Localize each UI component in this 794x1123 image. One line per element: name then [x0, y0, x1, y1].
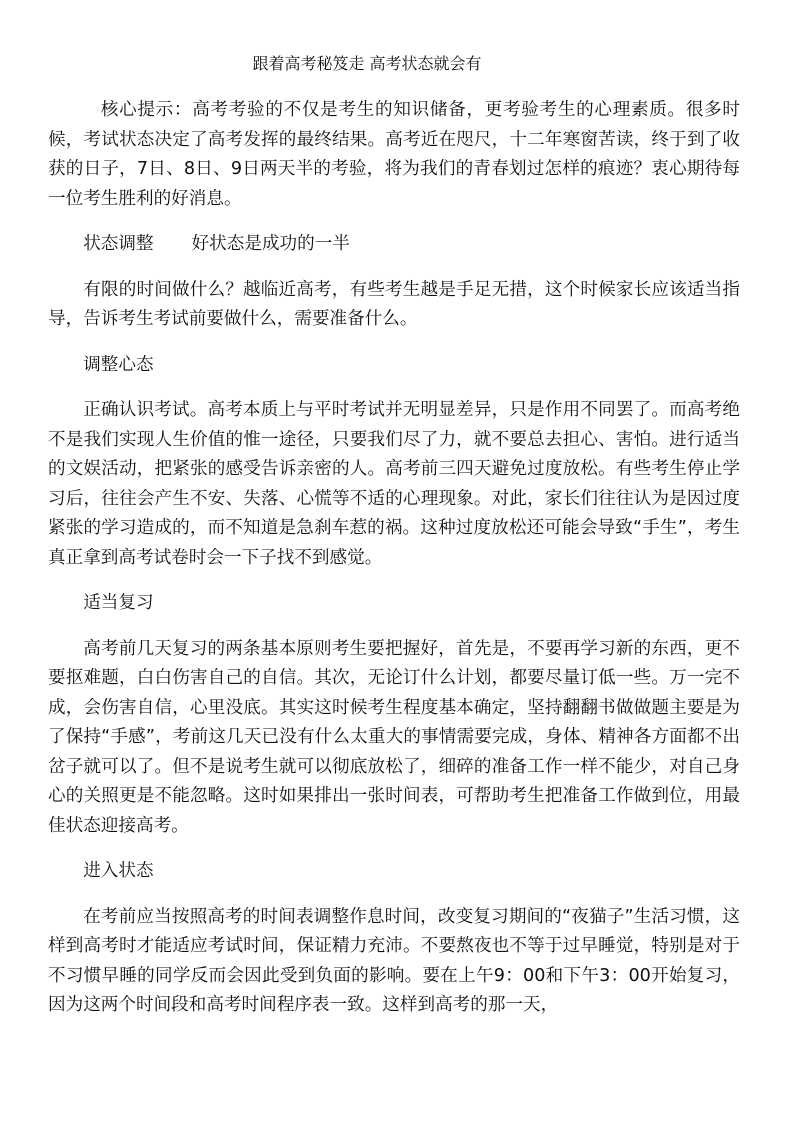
section-heading-enter-state: 进入状态: [83, 861, 154, 881]
section-heading-adjust-mindset: 调整心态: [83, 354, 154, 375]
section-heading-review: 适当复习: [83, 593, 154, 613]
document-title: 跟着高考秘笈走 高考状态就会有: [252, 54, 482, 73]
paragraph-limited-time: 有限的时间做什么？越临近高考，有些考生越是手足无措，这个时候家长应该适当指导，告诉考生考试前要做什么，需要准备什么。: [48, 279, 740, 329]
paragraph-adjust-mindset: 正确认识考试。高考本质上与平时考试并无明显差异，只是作用不同罢了。而高考绝不是我们实现人生价值的惟一途径，只要我们尽了力，就不要总去担心、害怕。进行适当的文娱活动，把紧张的感受告诉亲密的人。高考前三四天避免过度放松。有些考生停止学习后，往往会产生不安、失落、心慌等不适的心理现象。对此，家长们往往认为是因过度紧张的学习造成的，而不知道是急刹车惹的祸。这种过度放松还可能会导致“手生”，考生真正拿到高考试卷时会一下子找不到感觉。: [48, 400, 740, 568]
paragraph-review: 高考前几天复习的两条基本原则考生要把握好，首先是，不要再学习新的东西，更不要抠难题，白白伤害自己的自信。其次，无论订什么计划，都要尽量订低一些。万一完不成，会伤害自信，心里没底。其实这时候考生程度基本确定，坚持翻翻书做做题主要是为了保持“手感”，考前这几天已没有什么太重大的事情需要完成，身体、精神各方面都不出岔子就可以了。但不是说考生就可以彻底放松了，细碎的准备工作一样不能少，对自己身心的关照更是不能忽略。这时如果排出一张时间表，可帮助考生把准备工作做到位，用最佳状态迎接高考。: [48, 638, 740, 836]
section-heading-left: 状态调整: [83, 234, 154, 254]
paragraph-enter-state: 在考前应当按照高考的时间表调整作息时间，改变复习期间的“夜猫子”生活习惯，这样到高考时才能适应考试时间，保证精力充沛。不要熬夜也不等于过早睡觉，特别是对于不习惯早睡的同学反而会因此受到负面的影响。要在上午9：00和下午3：00开始复习，因为这两个时间段和高考时间程序表一致。这样到高考的那一天，: [48, 906, 740, 1015]
section-heading-state-adjustment: [48, 230, 740, 260]
intro-paragraph: 核心提示：高考考验的不仅是考生的知识储备，更考验考生的心理素质。很多时候，考试状态决定了高考发挥的最终结果。高考近在咫尺，十二年寒窗苦读，终于到了收获的日子，7日、8日、9日两天半的考验，将为我们的青春划过怎样的痕迹？衷心期待每一位考生胜利的好消息。: [48, 100, 740, 209]
section-heading-right: 好状态是成功的一半: [191, 234, 350, 254]
document-body: [48, 96, 740, 1037]
